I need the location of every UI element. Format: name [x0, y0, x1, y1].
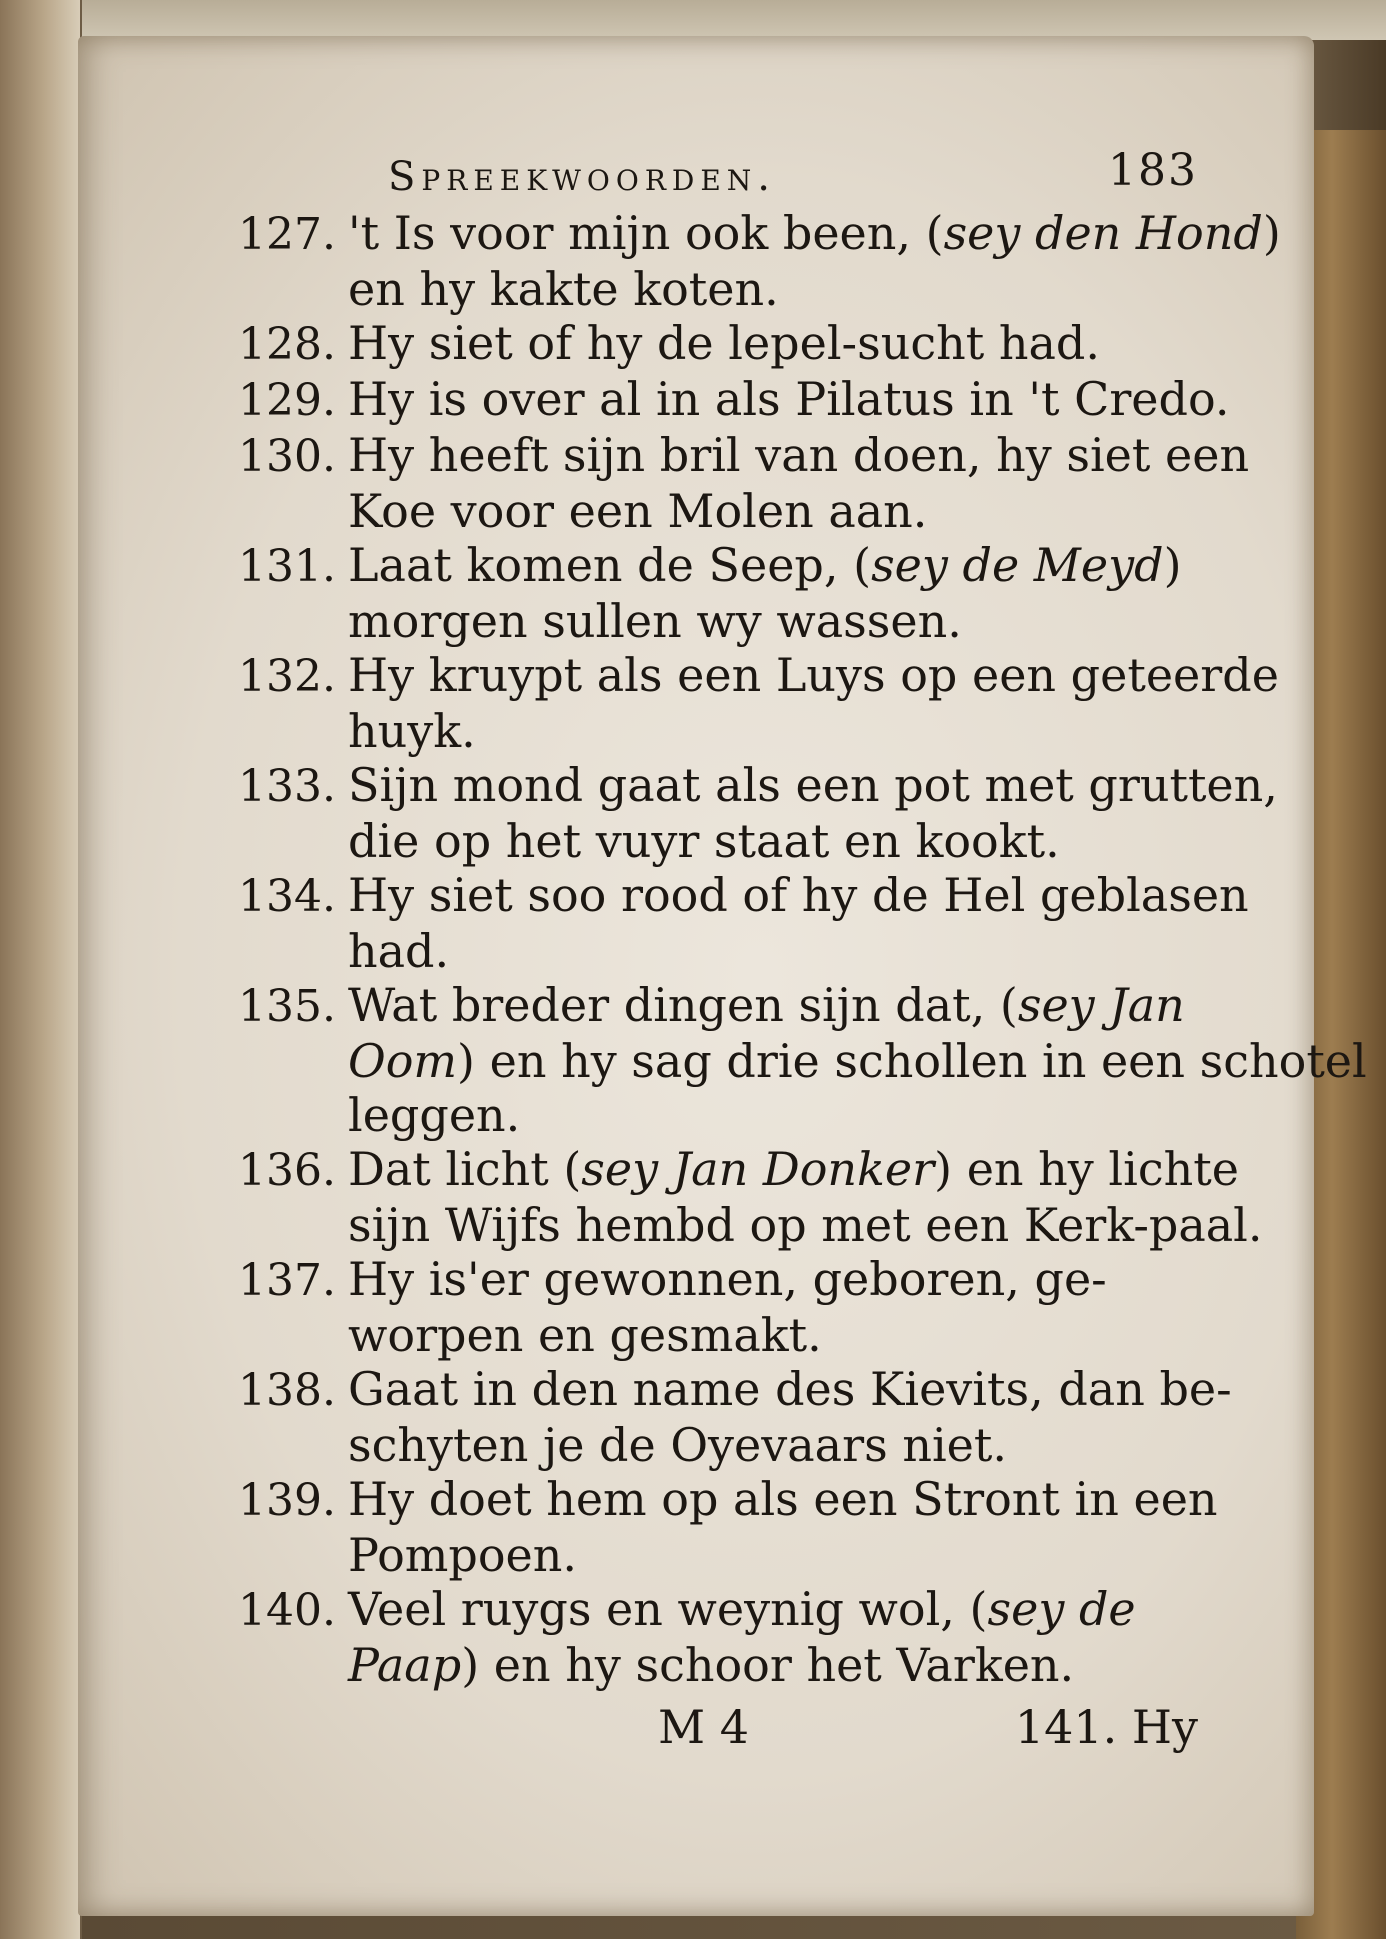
page-text — [238, 144, 1367, 1760]
proverb-continuation: schyten je de Oyevaars niet. — [348, 1418, 1007, 1472]
proverb-entry — [238, 758, 1278, 814]
proverb-number: 135. — [238, 981, 336, 1032]
proverb-continuation: die op het vuyr staat en kookt. — [348, 814, 1060, 868]
proverb-entry — [238, 1252, 1198, 1308]
proverb-number: 132. — [238, 651, 336, 702]
previous-page-edge — [0, 0, 82, 1939]
proverb-continuation: huyk. — [348, 704, 476, 758]
proverb-number: 137. — [238, 1255, 336, 1306]
proverb-number: 138. — [238, 1365, 336, 1416]
running-header — [238, 144, 1198, 206]
proverb-line: Hy siet of hy de lepel-sucht had. — [348, 316, 1100, 370]
proverb-entry — [238, 316, 1198, 372]
proverb-line: Hy siet soo rood of hy de Hel geblasen — [348, 868, 1249, 922]
proverb-entry — [238, 1472, 1218, 1528]
proverb-continuation: Koe voor een Molen aan. — [348, 484, 928, 538]
proverb-continuation: sijn Wijfs hembd op met een Kerk-paal. — [348, 1198, 1263, 1252]
proverb-number: 133. — [238, 761, 336, 812]
proverb-line: Veel ruygs en weynig wol, (sey de — [348, 1582, 1136, 1636]
proverb-number: 129. — [238, 375, 336, 426]
proverb-continuation: leggen. — [348, 1088, 521, 1142]
proverb-entry — [238, 648, 1279, 704]
table-surface — [60, 0, 1386, 40]
book-page — [78, 36, 1367, 1916]
proverb-line: Dat licht (sey Jan Donker) en hy lichte — [348, 1142, 1239, 1196]
proverb-line: 't Is voor mijn ook been, (sey den Hond) — [348, 206, 1281, 260]
proverb-number: 128. — [238, 319, 336, 370]
proverb-entry — [238, 372, 1230, 428]
signature-mark: M 4 — [658, 1700, 749, 1754]
proverb-line: Hy doet hem op als een Stront in een — [348, 1472, 1218, 1526]
proverb-continuation: en hy kakte koten. — [348, 262, 779, 316]
proverb-entry — [238, 868, 1249, 924]
page-footer — [238, 1700, 1198, 1760]
proverb-entry — [238, 1362, 1232, 1418]
proverb-number: 139. — [238, 1475, 336, 1526]
proverb-number: 131. — [238, 541, 336, 592]
proverb-entry — [238, 428, 1250, 484]
proverb-number: 130. — [238, 431, 336, 482]
proverb-continuation: Pompoen. — [348, 1528, 578, 1582]
proverb-number: 127. — [238, 209, 336, 260]
proverb-line: Hy is over al in als Pilatus in 't Credo. — [348, 372, 1230, 426]
proverb-line: Laat komen de Seep, (sey de Meyd) — [348, 538, 1182, 592]
proverb-entry — [238, 978, 1198, 1034]
proverb-entry — [238, 1582, 1198, 1638]
proverb-entry — [238, 1142, 1239, 1198]
proverb-number: 140. — [238, 1585, 336, 1636]
proverb-continuation: worpen en gesmakt. — [348, 1308, 822, 1362]
proverb-entry — [238, 206, 1281, 262]
proverb-continuation: Paap) en hy schoor het Varken. — [348, 1638, 1075, 1692]
proverb-line: Hy heeft sijn bril van doen, hy siet een — [348, 428, 1250, 482]
proverb-entry — [238, 538, 1198, 594]
proverb-continuation: Oom) en hy sag drie schollen in een schotel — [348, 1034, 1367, 1088]
proverb-line: Sijn mond gaat als een pot met grutten, — [348, 758, 1278, 812]
proverb-line: Wat breder dingen sijn dat, (sey Jan — [348, 978, 1185, 1032]
catchword: 141. Hy — [1014, 1700, 1198, 1754]
proverb-continuation: morgen sullen wy wassen. — [348, 594, 962, 648]
proverb-line: Gaat in den name des Kievits, dan be- — [348, 1362, 1232, 1416]
proverb-line: Hy is'er gewonnen, geboren, ge- — [348, 1252, 1107, 1306]
page-number: 183 — [1108, 145, 1198, 196]
proverb-number: 134. — [238, 871, 336, 922]
proverb-line: Hy kruypt als een Luys op een geteerde — [348, 648, 1279, 702]
proverb-continuation: had. — [348, 924, 450, 978]
proverb-number: 136. — [238, 1145, 336, 1196]
running-title: Spreekwoorden. — [388, 154, 776, 200]
